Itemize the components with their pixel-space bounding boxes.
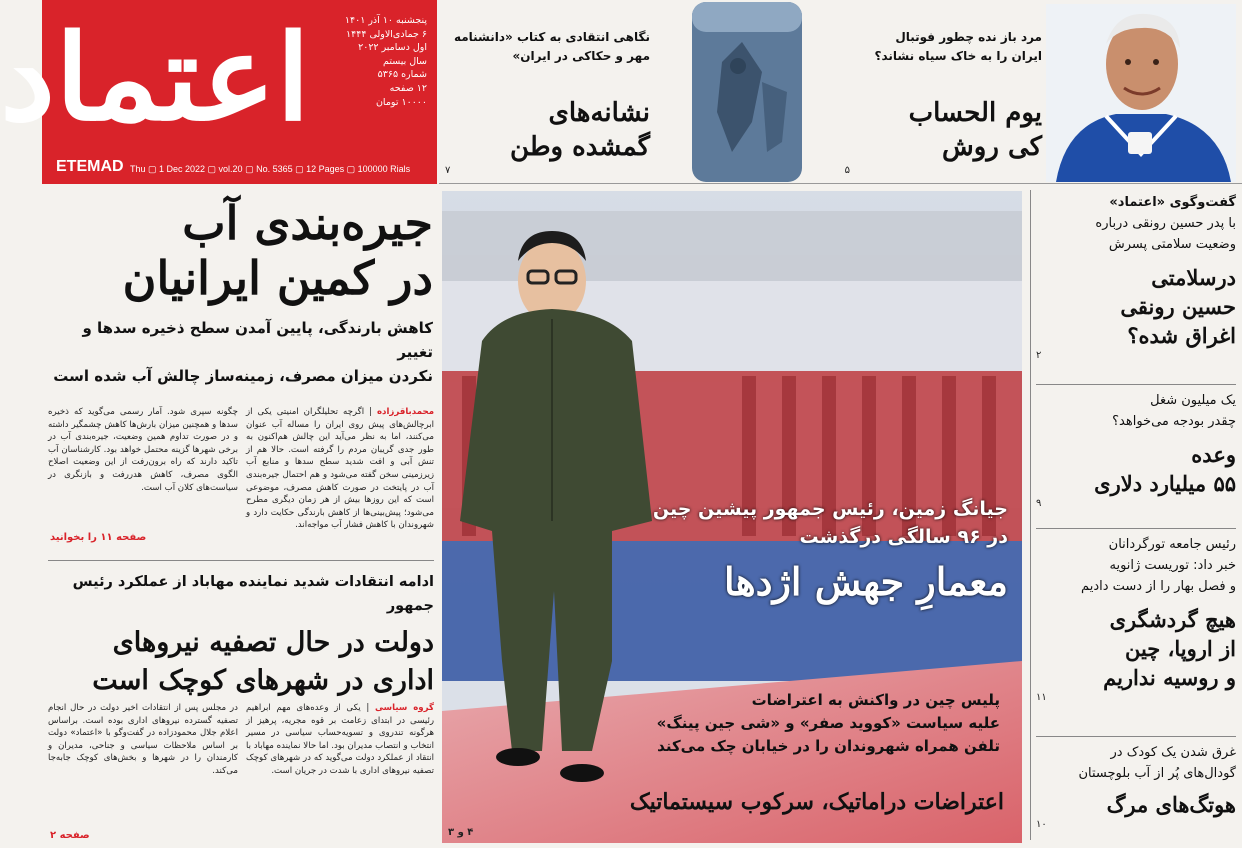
author-name: گروه سیاسی xyxy=(374,703,434,713)
page-number: ۴ و ۳ xyxy=(448,827,474,838)
page-number: ۱۱ xyxy=(1036,692,1047,703)
kicker: ادامه انتقادات شدید نماینده مهاباد از عملکرد رئیس جمهور xyxy=(72,574,434,614)
story-text: اگرچه تحلیلگران امنیتی یکی از ابرچالش‌های پیش روی ایران را مساله آب عنوان می‌کنند، اما به نظر می‌آید این چالش هم‌اکنون به طور جدی گریبان مردم را گرفته است. حالا هم از تنش آبی و افت شدید سطح سدها و منابع آب زیرزمینی سخن گفته می‌شود و هم احتمال جیره‌بندی آب در پایتخت در صورت کاهش مصرف، موضوعی است که این روزها بیش از هر زمان دیگری مطرح می‌شود؛ پیش‌بینی‌ها از کاهش بارندگی حکایت دارد و شهروندان با کاهش فشار آب مواجه‌اند. xyxy=(246,407,434,531)
title: وعده xyxy=(1191,442,1236,467)
divider xyxy=(1036,528,1236,529)
caption-line: در ۹۶ سالگی درگذشت xyxy=(799,526,1008,548)
kicker: خبر داد: توریست ژانویه xyxy=(1109,558,1236,573)
issue-line: سال بیستم xyxy=(383,55,427,67)
newspaper-logo-latin: ETEMAD xyxy=(56,158,124,175)
title: هیچ گردشگری xyxy=(1109,607,1236,632)
issue-line: اول دسامبر ۲۰۲۲ xyxy=(358,42,427,54)
title: اغراق شده؟ xyxy=(1127,323,1236,348)
story-text: یکی از وعده‌های مهم ابراهیم رئیسی در ابتدای زعامت بر قوه مجریه، پرهیز از هرگونه تندروی و تسویه‌حساب سیاسی در مسیر انتخاب و انتصاب مدیران بود. اما حالا نماینده مهاباد با انتقاد از عملکرد دولت می‌گوید که در شهرهای کوچک تصفیه نیروهای اداری با شدت در جریان است. xyxy=(246,703,434,776)
issue-line: پنجشنبه ۱۰ آذر ۱۴۰۱ xyxy=(344,15,427,26)
page-number: ۲ xyxy=(1036,350,1042,361)
right-story-ronaghi xyxy=(1036,192,1236,361)
teaser-title: گمشده وطن xyxy=(510,132,650,162)
headline: اداری در شهرهای کوچک است xyxy=(92,665,434,696)
top-teaser-strip xyxy=(439,0,1242,184)
caption-line: جیانگ زمین، رئیس جمهور پیشین چین xyxy=(652,498,1008,520)
story-column: محمدباقرزاده | اگرچه تحلیلگران امنیتی یکی از ابرچالش‌های پیش روی ایران را مساله آب عنوان می‌کنند، اما به نظر می‌آید این چالش هم‌اکنون به طور جدی گریبان مردم را گرفته است. حالا هم از تنش آبی و افت شدید سطح سدها و منابع آب زیرزمینی سخن گفته می‌شود و هم احتمال جیره‌بندی آب در پایتخت در صورت کاهش مصرف، موضوعی است که این روزها بیش از هر زمان دیگری مطرح می‌شود؛ پیش‌بینی‌ها از کاهش بارندگی حکایت دارد و شهروندان با کاهش فشار آب مواجه‌اند. xyxy=(246,407,435,531)
teaser-title: نشانه‌های xyxy=(548,98,650,128)
lead-story-water xyxy=(48,196,433,388)
issue-line: شماره ۵۳۶۵ xyxy=(377,69,427,81)
center-photo-story xyxy=(442,191,1022,843)
page-number: ۱۰ xyxy=(1036,819,1047,830)
headline: جیره‌بندی آب xyxy=(182,196,433,250)
subheadline: تلفن همراه شهروندان را در خیابان چک می‌کند xyxy=(657,737,1000,755)
kicker: رئیس جامعه تورگردانان xyxy=(1108,537,1236,552)
teaser-kicker: نگاهی انتقادی به کتاب «دانشنامه مهر و حکاکی در ایران» xyxy=(453,30,650,63)
subheadline: پلیس چین در واکنش به اعتراضات xyxy=(751,691,1000,709)
story-column: گروه سیاسی | یکی از وعده‌های مهم ابراهیم رئیسی در ابتدای زعامت بر قوه مجریه، پرهیز از هرگونه تندروی و تسویه‌حساب سیاسی در مسیر انتخاب و انتصاب مدیران بود. اما حالا نماینده مهاباد با انتقاد از عملکرد دولت می‌گوید که در شهرهای کوچک تصفیه نیروهای اداری با شدت در جریان است. xyxy=(246,703,434,776)
title: حسین رونقی xyxy=(1120,294,1236,319)
column-divider xyxy=(1030,190,1031,840)
main-headline: معمارِ جهش اژدها xyxy=(724,559,1008,604)
issue-info xyxy=(295,14,427,109)
issue-line: ۱۲ صفحه xyxy=(389,82,427,94)
teaser-photo-seal xyxy=(672,2,822,182)
issue-bar: Thu ▢ 1 Dec 2022 ▢ vol.20 ▢ No. 5365 ▢ 12 Pages ▢ 100000 Rials xyxy=(130,164,411,174)
teaser-kicker: مرد باز نده چطور فوتبال ایران را به خاک سیاه نشاند؟ xyxy=(874,30,1042,63)
coach-photo-icon xyxy=(1046,4,1236,182)
subheadline: نکردن میزان مصرف، زمینه‌ساز چالش آب شده است xyxy=(53,367,433,385)
title: ۵۵ میلیارد دلاری xyxy=(1094,471,1236,496)
page-number: ۵ xyxy=(844,165,850,176)
kicker: یک میلیون شغل xyxy=(1150,393,1236,408)
kicker: و فصل بهار را از دست دادیم xyxy=(1081,579,1236,594)
second-story-government xyxy=(48,570,434,700)
kicker: گفت‌وگوی «اعتماد» xyxy=(1109,195,1236,210)
kicker: غرق شدن یک کودک در xyxy=(1110,745,1236,760)
title: هوتگ‌های مرگ xyxy=(1106,792,1236,817)
continue-link[interactable]: صفحه ۱۱ را بخوانید xyxy=(50,532,147,543)
page-number: ۷ xyxy=(445,165,451,176)
right-story-jobs xyxy=(1036,390,1236,509)
title: از اروپا، چین xyxy=(1124,636,1236,661)
headline: در کمین ایرانیان xyxy=(122,251,433,305)
newspaper-logo: اعتماد xyxy=(0,8,311,147)
title: و روسیه نداریم xyxy=(1103,665,1236,690)
headline: دولت در حال تصفیه نیروهای xyxy=(112,627,434,658)
story-column xyxy=(48,406,238,534)
subheadline: کاهش بارندگی، پایین آمدن سطح ذخیره سدها و تغییر xyxy=(82,319,433,361)
title: درسلامتی xyxy=(1151,265,1236,290)
teaser-title: یوم الحساب xyxy=(908,98,1042,128)
story-text: در مجلس پس از انتقادات اخیر دولت در حال انجام تصفیه گسترده نیروهای اداری بوده است. براساس اعلام جلال محمودزاده در گفت‌وگو با «اعتماد» دولت بر اساس ملاحظات سیاسی و جناحی، مدیران و کارمندان را در شهرها و بخش‌های کوچک جابه‌جا می‌کند. xyxy=(48,703,238,776)
divider xyxy=(1036,736,1236,737)
right-story-drowning xyxy=(1036,742,1236,830)
masthead xyxy=(0,0,437,184)
story-column xyxy=(48,702,238,828)
story-text: چگونه سپری شود. آمار رسمی می‌گوید که ذخیره سدها و همچنین میزان بارش‌ها کاهش چشمگیر داشته و در صورت تداوم همین وضعیت، جیره‌بندی آب در برخی شهرها گزینه محتمل خواهد بود. کارشناسان آب تاکید دارند که راه برون‌رفت از این وضعیت اصلاح الگوی مصرف، کاهش هدررفت و بازنگری در سیاست‌های کلان آب است. xyxy=(48,407,238,493)
page-number: ۹ xyxy=(1036,498,1042,509)
kicker: وضعیت سلامتی پسرش xyxy=(1108,237,1236,252)
divider xyxy=(48,560,434,561)
author-name: محمدباقرزاده xyxy=(376,407,435,417)
issue-line: ۶ جمادی‌الاولی ۱۴۴۴ xyxy=(346,28,427,40)
kicker: با پدر حسین رونقی درباره xyxy=(1095,216,1236,231)
continue-link[interactable]: صفحه ۲ xyxy=(50,830,90,841)
kicker: چقدر بودجه می‌خواهد؟ xyxy=(1112,414,1236,429)
divider xyxy=(1036,384,1236,385)
bottom-headline: اعتراضات دراماتیک، سرکوب سیستماتیک xyxy=(629,789,1004,815)
photo-caption xyxy=(588,495,1008,613)
teaser-title: کی روش xyxy=(942,132,1042,162)
issue-line: ۱۰۰۰۰ تومان xyxy=(375,96,427,108)
kicker: گودال‌های پُر از آب بلوچستان xyxy=(1078,766,1236,781)
cylinder-seal-icon xyxy=(672,2,822,182)
right-story-tourism xyxy=(1036,534,1236,703)
teaser-photo-coach xyxy=(1046,4,1236,182)
china-protest-story xyxy=(620,689,1000,758)
subheadline: علیه سیاست «کووید صفر» و «شی جین پینگ» xyxy=(656,714,1000,732)
